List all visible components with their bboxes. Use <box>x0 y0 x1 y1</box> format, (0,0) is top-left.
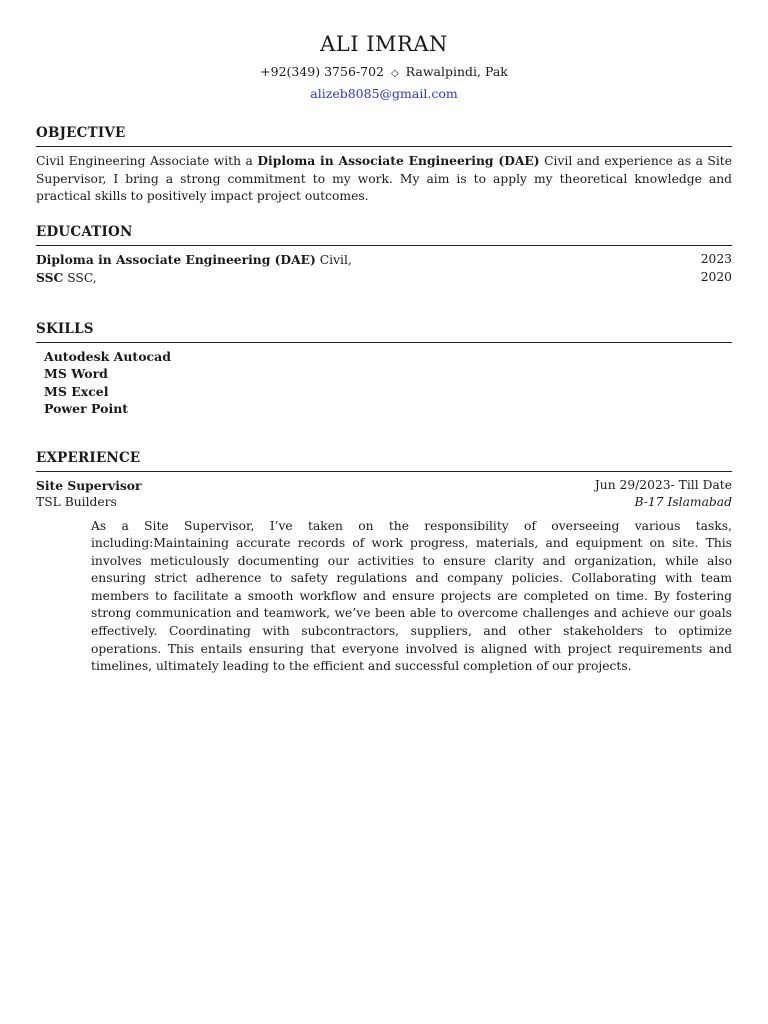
job-company: TSL Builders <box>36 495 117 509</box>
contact-line <box>36 63 732 83</box>
objective-section <box>36 124 732 206</box>
objective-highlight: Diploma in Associate Engineering (DAE) <box>257 153 540 168</box>
skill-item: MS Word <box>44 366 108 381</box>
candidate-name: ALI IMRAN <box>320 32 448 56</box>
education-degree: Diploma in Associate Engineering (DAE) <box>36 251 316 267</box>
skill-item: MS Excel <box>44 383 109 399</box>
experience-company-row <box>36 494 732 512</box>
education-detail: Civil, <box>315 252 352 267</box>
resume-header <box>36 0 732 103</box>
education-year: 2020 <box>700 270 732 284</box>
skills-section <box>36 320 732 418</box>
education-year: 2023 <box>700 251 732 266</box>
section-title-skills: SKILLS <box>36 320 732 343</box>
education-list <box>36 251 732 288</box>
job-location: B-17 Islamabad <box>634 495 732 509</box>
section-title-objective: OBJECTIVE <box>36 124 732 147</box>
education-degree: SSC <box>36 270 64 285</box>
diamond-separator-icon: ◇ <box>390 68 399 79</box>
objective-text <box>36 152 732 206</box>
email-link[interactable]: alizeb8085@gmail.com <box>310 86 458 101</box>
phone-number: +92(349) 3756-702 <box>260 64 384 79</box>
education-detail: SSC, <box>63 271 97 285</box>
education-section <box>36 223 732 288</box>
job-role: Site Supervisor <box>36 477 142 493</box>
section-title-experience: EXPERIENCE <box>36 449 732 472</box>
job-dates: Jun 29/2023- Till Date <box>594 477 732 492</box>
education-degree-line <box>36 269 97 288</box>
objective-text-start: Civil Engineering Associate with a <box>36 154 258 168</box>
education-degree-line <box>36 251 352 270</box>
section-title-education: EDUCATION <box>36 223 732 246</box>
skill-item: Autodesk Autocad <box>44 348 171 364</box>
experience-section <box>36 449 732 676</box>
education-entry <box>36 251 732 270</box>
location: Rawalpindi, Pak <box>405 64 508 79</box>
experience-entry <box>36 477 732 676</box>
education-entry <box>36 269 732 288</box>
experience-role-row <box>36 477 732 495</box>
skill-item: Power Point <box>44 401 129 416</box>
objective-text-end: Civil and experience as a Site Supervisor, I bring a strong commitment to my work. My aim is to apply my theoretical knowledge and practical skills to positively impact project outcomes. <box>36 154 732 203</box>
skills-list <box>36 348 732 418</box>
job-description: As a Site Supervisor, I’ve taken on the responsibility of overseeing various tasks, including:Maintaining accurate records of work progress, materials, and equipment on site. This involves meticulously documenting our activities to ensure clarity and organization, while also ensuring strict adherence to safety regulations and company policies. Collaborating with team members to facilitate a smooth workflow and ensure projects are completed on time. By fostering strong communication and teamwork, we’ve been able to overcome challenges and achieve our goals effectively. Coordinating with subcontractors, suppliers, and other stakeholders to optimize operations. This entails ensuring that everyone involved is aligned with project requirements and timelines, ultimately leading to the efficient and successful completion of our projects. <box>91 518 732 674</box>
